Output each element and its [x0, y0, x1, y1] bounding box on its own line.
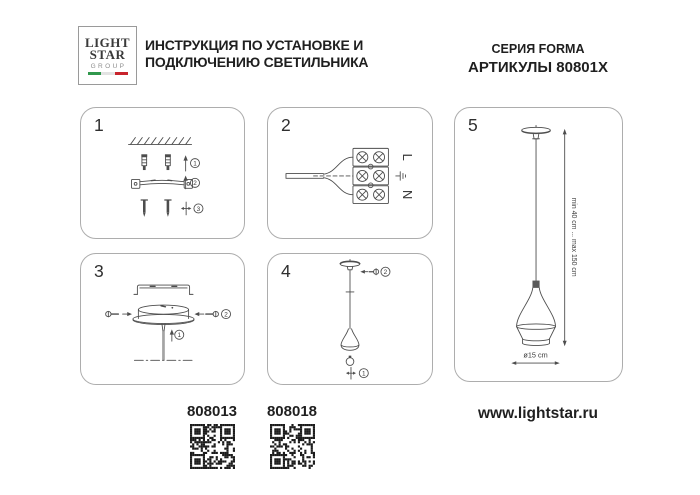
lamp-shade-drawing: [341, 329, 359, 350]
model-number-808018: 808018: [266, 403, 318, 420]
right-arrow-icon: [123, 312, 132, 316]
pendant-dimensions-drawing: [455, 108, 622, 381]
diameter-label: ø15 cm: [523, 350, 548, 360]
panel-step-1: [80, 107, 245, 239]
screw-icon: [141, 200, 147, 217]
screw-icon: [369, 269, 378, 275]
mounting-bracket-icon: [134, 285, 193, 294]
lightstar-logo: [78, 26, 137, 85]
screw-icon: [165, 200, 171, 217]
svg-text:1: 1: [193, 160, 197, 168]
neutral-terminal-label: N: [400, 190, 416, 200]
qr-code-left: [190, 424, 235, 469]
panel-2-number: 2: [281, 115, 291, 135]
canopy-drawing: [522, 125, 551, 138]
lamp-shade-drawing: [517, 281, 556, 346]
svg-text:2: 2: [193, 180, 197, 188]
screw-icon: [106, 311, 119, 317]
up-arrow-icon: [170, 329, 174, 341]
step-3-badge: [194, 204, 203, 213]
ceiling-hatch-icon: [129, 138, 192, 145]
wall-anchor-icon: [165, 154, 171, 170]
panel-step-5: [454, 107, 623, 382]
canopy-drawing: [133, 305, 194, 324]
articles-number: АРТИКУЛЫ 80801X: [468, 59, 608, 76]
canopy-mounting-drawing: [81, 254, 244, 384]
terminal-block: [353, 148, 388, 203]
turn-screw-icon: [181, 202, 191, 215]
page-title: [145, 37, 368, 70]
wiring-diagram: [268, 108, 432, 238]
step-1-badge: [175, 330, 184, 339]
pendant-assembly-drawing: [268, 254, 432, 384]
suspension-cable-line: [162, 324, 165, 361]
mounting-bracket-icon: [131, 179, 192, 188]
panel-5-number: 5: [468, 115, 478, 135]
svg-text:1: 1: [362, 370, 366, 378]
wall-anchor-icon: [141, 154, 147, 170]
panel-step-4: [267, 253, 433, 385]
panel-4-number: 4: [281, 261, 291, 281]
canopy-drawing: [340, 259, 360, 269]
title-line-1: ИНСТРУКЦИЯ ПО УСТАНОВКЕ И: [145, 37, 364, 53]
supply-cable-icon: [286, 157, 353, 194]
panel-step-2: [267, 107, 433, 239]
panel-1-number: 1: [94, 115, 104, 135]
step-1-badge: [359, 369, 368, 378]
logo-word-group: GROUP: [90, 62, 127, 70]
left-arrow-icon: [195, 312, 204, 316]
model-number-808013: 808013: [186, 403, 238, 420]
height-dimension-arrow: [563, 129, 567, 346]
series-info: [438, 42, 638, 76]
height-range-label: min 40 cm ... max 150 cm: [570, 197, 578, 277]
screw-icon: [206, 311, 219, 317]
bulb-icon: [346, 356, 354, 366]
step-2-badge: [381, 267, 390, 276]
qr-code-right: [270, 424, 315, 469]
logo-word-light: LIGHT: [84, 34, 131, 50]
line-terminal-label: L: [400, 153, 416, 161]
svg-text:2: 2: [224, 311, 228, 319]
svg-text:1: 1: [177, 332, 182, 340]
svg-text:3: 3: [196, 205, 201, 213]
earth-symbol-icon: [396, 172, 406, 180]
step-1-badge: [190, 159, 199, 168]
series-name: СЕРИЯ FORMA: [491, 42, 585, 56]
title-line-2: ПОДКЛЮЧЕНИЮ СВЕТИЛЬНИКА: [145, 53, 369, 70]
panel-3-number: 3: [94, 261, 104, 281]
website-url: www.lightstar.ru: [478, 405, 598, 422]
italian-flag-bar: [88, 72, 128, 75]
panel-step-3: [80, 253, 245, 385]
svg-text:2: 2: [383, 269, 388, 277]
hardware-kit-drawing: [81, 108, 244, 238]
up-arrow-icon: [183, 155, 187, 171]
turn-screw-icon: [346, 367, 356, 379]
step-2-badge: [190, 178, 199, 187]
diameter-dimension-arrow: [511, 361, 559, 365]
step-2-badge: [221, 310, 230, 319]
logo-word-star: STAR: [89, 46, 126, 62]
left-arrow-icon: [360, 270, 367, 274]
